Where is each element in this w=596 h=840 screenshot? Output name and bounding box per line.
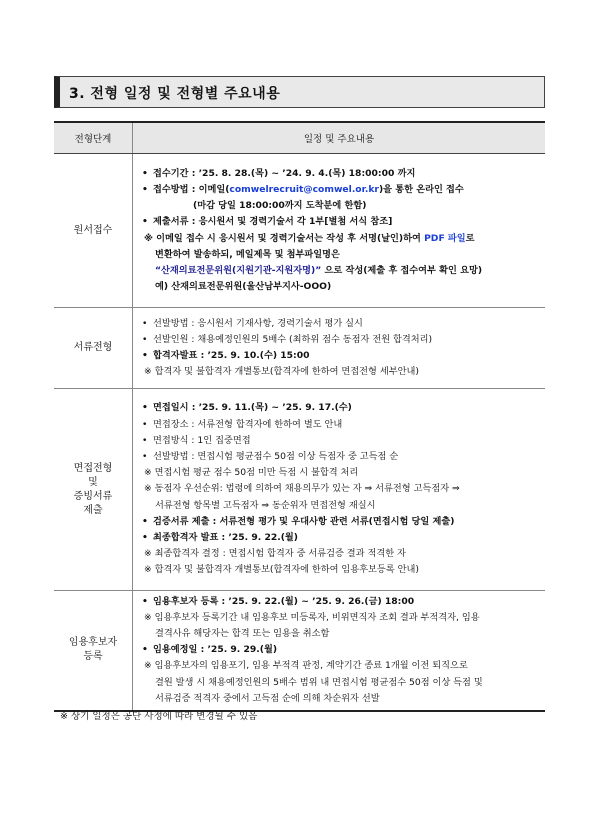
stage-label: 제출	[83, 504, 103, 516]
table-row	[54, 308, 545, 389]
stage-cell	[54, 389, 133, 591]
note-item: 결원 발생 시 채용예정인원의 5배수 범위 내 면접시험 평균점수 50점 이상 득점 및	[155, 676, 483, 688]
schedule-table	[54, 121, 545, 712]
table-row	[54, 591, 545, 711]
stage-cell	[54, 591, 133, 711]
stage-cell	[54, 308, 133, 389]
email-link[interactable]: comwelrecruit@comwel.or.kr	[229, 183, 379, 195]
list-item: • 접수방법 : 이메일(comwelrecruit@comwel.or.kr)을 통한 온라인 접수	[142, 183, 464, 195]
note-item: 서류검증 적격자 중에서 고득점 순에 의해 차순위자 선발	[155, 692, 380, 704]
stage-label: 및	[88, 476, 98, 488]
note-item: ※ 최종합격자 결정 : 면접시험 합격자 중 서류검증 결과 적격한 자	[144, 548, 406, 560]
list-item: • 접수기간 : ’25. 8. 28.(목) ~ ’24. 9. 4.(목) 18:00:00 까지	[142, 167, 416, 179]
note-item: ※ 이메일 접수 시 응시원서 및 경력기술서는 작성 후 서명(날인)하여 PDF 파일로	[144, 232, 475, 244]
note-item: ※ 임용후보자 등록기간 내 임용후보 미등록자, 비위면직자 조회 결과 부적격자, 임용	[144, 611, 480, 623]
stage-label: 면접전형	[73, 462, 113, 474]
stage-label: 증빙서류	[73, 490, 113, 502]
stage-label: 원서접수	[73, 224, 113, 236]
note-item: 예) 산재의료전문위원(울산남부지사-OOO)	[155, 281, 332, 293]
note-item: ※ 합격자 및 불합격자 개별통보(합격자에 한하여 면접전형 세부안내)	[144, 366, 419, 378]
list-item: • 면접일시 : ’25. 9. 11.(목) ~ ’25. 9. 17.(수)	[142, 402, 352, 414]
header-stage: 전형단계	[54, 122, 133, 154]
note-item: “산재의료전문위원(지원기관-지원자명)” 으로 작성(제출 후 접수여부 확인 요망)	[155, 264, 483, 276]
note-item: 결격사유 해당자는 합격 또는 임용을 취소함	[155, 627, 330, 639]
stage-label: 임용후보자	[68, 637, 118, 649]
stage-cell	[54, 154, 133, 308]
list-item: • 면접장소 : 서류전형 합격자에 한하여 별도 안내	[142, 418, 343, 430]
list-item: • 선발방법 : 면접시험 평균점수 50점 이상 득점자 중 고득점 순	[142, 450, 399, 462]
table-row	[54, 389, 545, 591]
list-item: • 임용후보자 등록 : ’25. 9. 22.(월) ~ ’25. 9. 26.(금) 18:00	[142, 595, 415, 607]
content-cell	[133, 591, 546, 711]
header-content: 일정 및 주요내용	[133, 122, 546, 154]
list-item: • 최종합격자 발표 : ’25. 9. 22.(월)	[142, 532, 298, 543]
list-item: • 선발인원 : 채용예정인원의 5배수 (최하위 점수 동점자 전원 합격처리)	[142, 333, 433, 345]
note-item: ※ 동점자 우선순위: 법령에 의하여 채용의무가 있는 자 ⇒ 서류전형 고득점자 ⇒	[144, 483, 460, 495]
note-item: ※ 면접시험 평균 점수 50점 미만 득점 시 불합격 처리	[144, 467, 359, 479]
section-title: 3. 전형 일정 및 전형별 주요내용	[69, 86, 281, 102]
table-header-row	[54, 122, 545, 154]
content-cell	[133, 308, 546, 389]
list-item: • 임용예정일 : ’25. 9. 29.(월)	[142, 644, 278, 656]
stage-label: 등록	[83, 651, 103, 663]
list-item: • 면접방식 : 1인 집중면접	[142, 434, 251, 446]
content-cell	[133, 154, 546, 308]
stage-label: 서류전형	[73, 342, 113, 353]
content-cell	[133, 389, 546, 591]
footnote: ※ 상기 일정은 공단 사정에 따라 변경될 수 있음	[60, 711, 258, 722]
list-item: • 선발방법 : 응시원서 기재사항, 경력기술서 평가 실시	[142, 317, 363, 329]
note-item: 서류전형 항목별 고득점자 ⇒ 동순위자 면접전형 재실시	[155, 499, 376, 511]
note-item: ※ 임용후보자의 임용포기, 임용 부적격 판정, 계약기간 종료 1개월 이전 퇴직으로	[144, 660, 468, 672]
note-item: ※ 합격자 및 불합격자 개별통보(합격자에 한하여 임용후보등록 안내)	[144, 564, 419, 576]
list-item: • 검증서류 제출 : 서류전형 평가 및 우대사항 관련 서류(면접시험 당일 제출)	[142, 515, 455, 527]
table-row	[54, 154, 545, 308]
list-item: • 제출서류 : 응시원서 및 경력기술서 각 1부[별첨 서식 참조]	[142, 216, 393, 228]
list-item: • 합격자발표 : ’25. 9. 10.(수) 15:00	[142, 350, 310, 361]
list-item: (마감 당일 18:00:00까지 도착분에 한함)	[193, 200, 367, 212]
note-item: 변환하여 발송하되, 메일제목 및 첨부파일명은	[155, 248, 340, 260]
section-title-box	[54, 76, 545, 108]
